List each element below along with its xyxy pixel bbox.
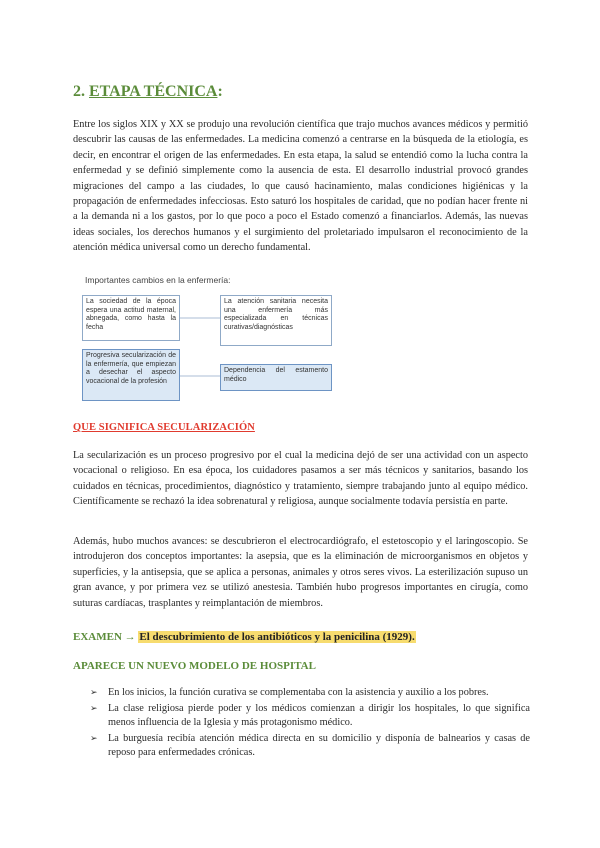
diagram-box-secularization: Progresiva secularización de la enfermería, que empiezan a desechar el aspecto vocacional de la profesión: [82, 349, 180, 401]
advances-paragraph: Además, hubo muchos avances: se descubrieron el electrocardiógrafo, el estetoscopio y el laringoscopio. Se introdujeron dos conceptos importantes: la asepsia, que es la eliminación de microorganismos en objetos y superficies, y la antisepsia, que se aplica a personas, animales y otros seres vivos. La esterilización supuso un gran avance, y por primera vez se utilizó anestesia. También hubo progresos importantes en cirugía, como suturas cardíacas, trasplantes y reimplantación de miembros.: [73, 536, 528, 609]
section-number: 2.: [73, 83, 85, 100]
list-item: [90, 702, 530, 731]
diagram-box-medical-dependency: Dependencia del estamento médico: [220, 364, 332, 391]
diagram-box-specialized-nursing: La atención sanitaria necesita una enfermería más especializada en técnicas curativas/diagnósticas: [220, 295, 332, 346]
intro-paragraph: Entre los siglos XIX y XX se produjo una revolución científica que trajo muchos avances médicos y permitió descubrir las causas de las enfermedades. La medicina comenzó a centrarse en la búsqueda de la etiología, es decir, en encontrar el origen de las enfermedades. En esta etapa, la salud se entendió como la lucha contra la enfermedad y se definió simplemente como la ausencia de esta. El desarrollo industrial provocó grandes migraciones del campo a las ciudades, lo que causó hacinamiento, malas condiciones higiénicas y la propagación de enfermedades infecciosas. Esto saturó los hospitales de caridad, que no podían hacer frente ni a la demanda ni a los gastos, por lo que poco a poco el Estado comenzó a financiarlos. Además, las nuevas ideas sociales, los derechos humanos y el surgimiento del proletariado impulsaron el reconocimiento de la atención médica universal como un derecho fundamental.: [73, 119, 528, 254]
exam-label: EXAMEN →: [73, 631, 136, 643]
exam-note: [73, 631, 416, 643]
arrow-bullet-icon: ➢: [90, 688, 98, 698]
secularization-paragraph: La secularización es un proceso progresivo por el cual la medicina dejó de ser una actividad con un aspecto vocacional o religioso. En esa época, los cuidadores pasamos a ser más técnicos y sanitarios, basando los cuidados en técnicas, procedimientos, diagnóstico y tratamiento, siempre trabajando junto al equipo médico. Científicamente se rechazó la idea sobrenatural y religiosa, aunque socialmente todavía persistía en parte.: [73, 450, 528, 508]
secularization-heading: QUE SIGNIFICA SECULARIZACIÓN: [73, 422, 255, 433]
arrow-bullet-icon: ➢: [90, 733, 98, 744]
section-colon: :: [217, 83, 223, 100]
list-item: [90, 732, 530, 761]
section-heading: [73, 83, 223, 101]
list-item: [90, 686, 530, 701]
diagram-title: Importantes cambios en la enfermería:: [85, 275, 231, 285]
arrow-bullet-icon: ➢: [90, 703, 98, 714]
hospital-bullet-list: [90, 686, 530, 762]
section-title: ETAPA TÉCNICA: [89, 83, 218, 100]
nursing-changes-diagram: [80, 275, 332, 403]
hospital-model-heading: APARECE UN NUEVO MODELO DE HOSPITAL: [73, 660, 316, 672]
diagram-box-maternal-attitude: La sociedad de la época espera una actitud maternal, abnegada, como hasta la fecha: [82, 295, 180, 341]
list-item-text: La burguesía recibía atención médica directa en su domicilio y disponía de balnearios y casas de reposo para enfermedades crónicas.: [108, 732, 530, 759]
list-item-text: En los inicios, la función curativa se complementaba con la asistencia y auxilio a los pobres.: [108, 687, 489, 698]
exam-highlight: El descubrimiento de los antibióticos y la penicilina (1929).: [139, 631, 415, 643]
list-item-text: La clase religiosa pierde poder y los médicos comienzan a dirigir los hospitales, lo que significa menos influencia de la Iglesia y más protagonismo médico.: [108, 702, 530, 729]
